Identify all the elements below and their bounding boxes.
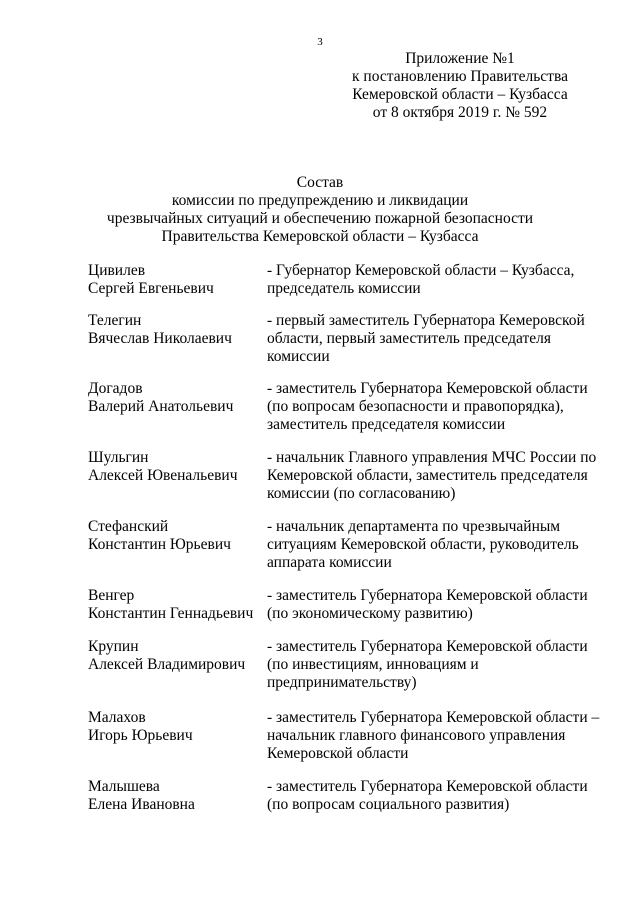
appendix-header [330, 50, 590, 122]
role-line: (по инвестициям, инновациям и [267, 656, 479, 673]
member-surname: Телегин [88, 312, 142, 329]
role-line: - заместитель Губернатора Кемеровской области [267, 380, 588, 397]
member-surname: Крупин [88, 638, 139, 655]
role-line: - заместитель Губернатора Кемеровской области [267, 778, 588, 795]
role-line: - начальник Главного управления МЧС России по [267, 449, 597, 466]
member-name [88, 380, 263, 416]
appendix-line: Приложение №1 [405, 50, 515, 67]
member-surname: Малахов [88, 709, 146, 726]
member-role [267, 312, 603, 366]
member-surname: Догадов [88, 380, 143, 397]
member-surname: Цивилев [88, 262, 146, 279]
role-line: области, первый заместитель председателя [267, 330, 551, 347]
member-name [88, 518, 263, 554]
role-line: - Губернатор Кемеровской области – Кузбасса, [267, 262, 575, 279]
member-given-name: Алексей Владимирович [88, 656, 246, 673]
appendix-line: Кемеровской области – Кузбасса [352, 86, 568, 103]
role-line: (по вопросам безопасности и правопорядка), [267, 398, 564, 415]
page-number: 3 [317, 36, 323, 48]
role-line: (по экономическому развитию) [267, 605, 473, 622]
appendix-line: к постановлению Правительства [352, 68, 568, 85]
title-line: Правительства Кемеровской области – Кузбасса [161, 228, 479, 245]
member-given-name: Валерий Анатольевич [88, 398, 234, 415]
member-name [88, 709, 263, 745]
role-line: Кемеровской области [267, 745, 409, 762]
member-name [88, 778, 263, 814]
member-surname: Стефанский [88, 518, 169, 535]
member-name [88, 312, 263, 348]
member-surname: Малышева [88, 778, 160, 795]
role-line: заместитель председателя комиссии [267, 416, 506, 433]
member-role [267, 449, 603, 503]
member-given-name: Вячеслав Николаевич [88, 330, 232, 347]
member-given-name: Елена Ивановна [88, 796, 195, 813]
member-given-name: Константин Юрьевич [88, 536, 231, 553]
member-role [267, 638, 603, 692]
role-line: - заместитель Губернатора Кемеровской области [267, 587, 588, 604]
role-line: ситуациям Кемеровской области, руководитель [267, 536, 579, 553]
role-line: председатель комиссии [267, 280, 421, 297]
member-given-name: Константин Геннадьевич [88, 605, 254, 622]
member-role [267, 709, 603, 763]
role-line: Кемеровской области, заместитель председателя [267, 467, 588, 484]
member-role [267, 587, 603, 623]
role-line: - заместитель Губернатора Кемеровской области [267, 638, 588, 655]
role-line: - заместитель Губернатора Кемеровской области – [267, 709, 600, 726]
member-given-name: Игорь Юрьевич [88, 727, 193, 744]
member-name [88, 587, 263, 623]
role-line: предпринимательству) [267, 674, 417, 691]
member-role [267, 262, 603, 298]
title-line: Состав [296, 174, 344, 191]
role-line: комиссии [267, 348, 330, 365]
member-surname: Венгер [88, 587, 135, 604]
member-role [267, 518, 603, 572]
title-line: чрезвычайных ситуаций и обеспечению пожарной безопасности [106, 210, 534, 227]
role-line: - начальник департамента по чрезвычайным [267, 518, 561, 535]
member-role [267, 380, 603, 434]
member-name [88, 638, 263, 674]
member-given-name: Сергей Евгеньевич [88, 280, 214, 297]
member-surname: Шульгин [88, 449, 149, 466]
document-title [0, 174, 640, 246]
role-line: начальник главного финансового управления [267, 727, 566, 744]
role-line: комиссии (по согласованию) [267, 485, 456, 502]
role-line: (по вопросам социального развития) [267, 796, 510, 813]
member-role [267, 778, 603, 814]
member-name [88, 262, 263, 298]
title-line: комиссии по предупреждению и ликвидации [171, 192, 469, 209]
appendix-line: от 8 октября 2019 г. № 592 [372, 104, 548, 121]
member-name [88, 449, 263, 485]
role-line: - первый заместитель Губернатора Кемеровской [267, 312, 585, 329]
role-line: аппарата комиссии [267, 554, 392, 571]
member-given-name: Алексей Ювенальевич [88, 467, 238, 484]
